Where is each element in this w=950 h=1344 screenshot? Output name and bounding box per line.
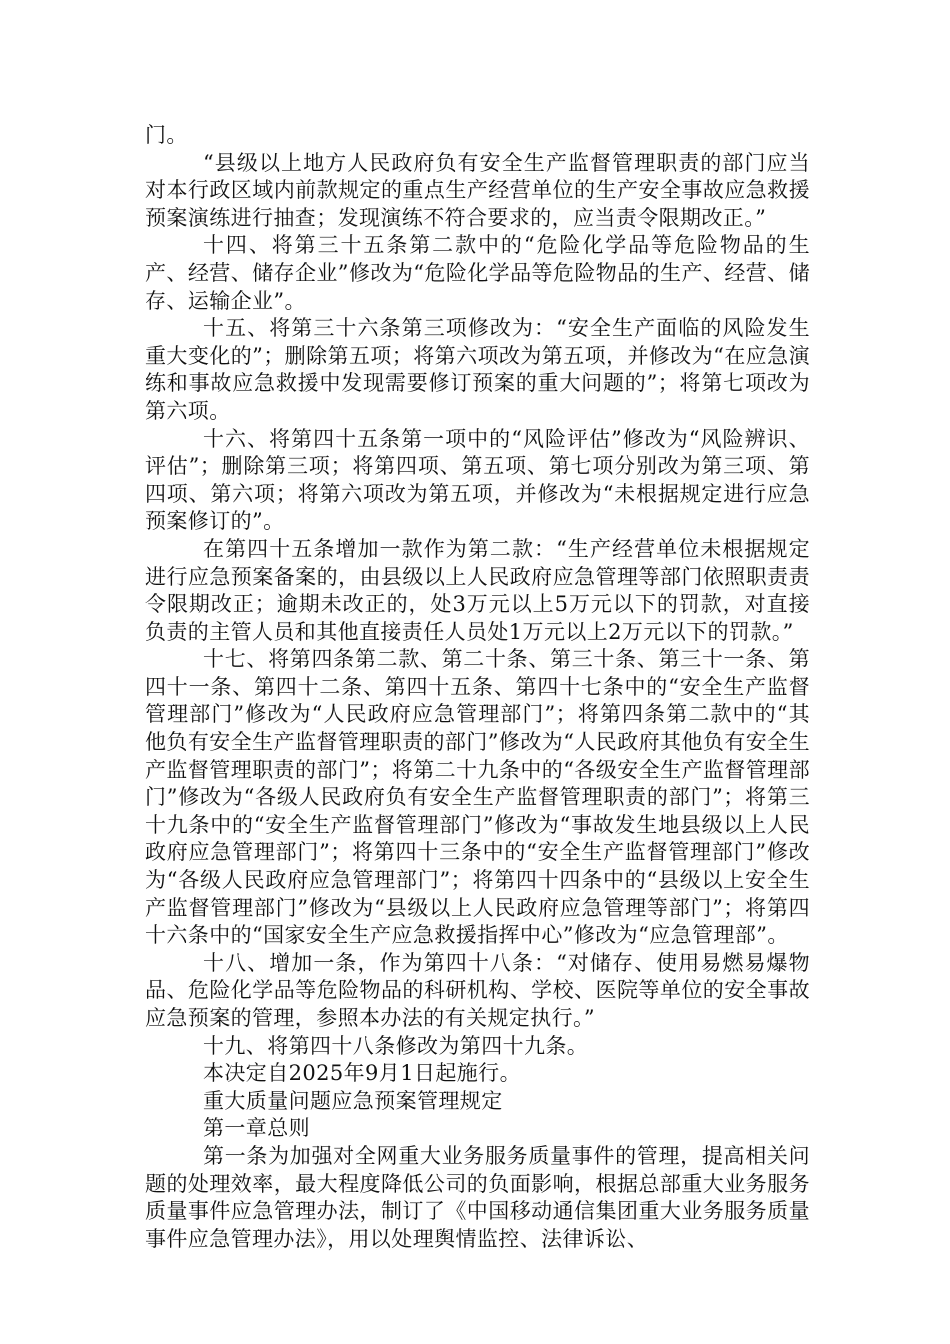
paragraph-article-1: 第一条为加强对全网重大业务服务质量事件的管理，提高相关问题的处理效率，最大程度降低公司的负面影响，根据总部重大业务服务质量事件应急管理办法，制订了《中国移动通信集团重大业务服务质量事件应急管理办法》，用以处理舆情监控、法律诉讼、 <box>145 1143 810 1251</box>
paragraph-continuation: 门。 <box>145 123 188 147</box>
paragraph-regulation-title: 重大质量问题应急预案管理规定 <box>203 1088 503 1113</box>
paragraph-chapter-heading: 第一章总则 <box>203 1116 310 1141</box>
paragraph-item-16: 十六、将第四十五条第一项中的“风险评估”修改为“风险辨识、评估”；删除第三项；将第四项、第五项、第七项分别改为第三项、第四项、第六项；将第六项改为第五项，并修改为“未根据规定进行应急预案修订的”。 <box>145 426 810 534</box>
paragraph-item-14: 十四、将第三十五条第二款中的“危险化学品等危险物品的生产、经营、储存企业”修改为“危险化学品等危险物品的生产、经营、储存、运输企业”。 <box>145 233 810 313</box>
paragraph-item-18: 十八、增加一条，作为第四十八条：“对储存、使用易燃易爆物品、危险化学品等危险物品的科研机构、学校、医院等单位的安全事故应急预案的管理，参照本办法的有关规定执行。” <box>145 950 810 1030</box>
paragraph-item-17: 十七、将第四条第二款、第二十条、第三十条、第三十一条、第四十一条、第四十二条、第四十五条、第四十七条中的“安全生产监督管理部门”修改为“人民政府应急管理部门”；将第四条第二款中的“其他负有安全生产监督管理职责的部门”修改为“人民政府其他负有安全生产监督管理职责的部门”；将第二十九条中的“各级安全生产监督管理部门”修改为“各级人民政府负有安全生产监督管理职责的部门”；将第三十九条中的“安全生产监督管理部门”修改为“事故发生地县级以上人民政府应急管理部门”；将第四十三条中的“安全生产监督管理部门”修改为“各级人民政府应急管理部门”；将第四十四条中的“县级以上安全生产监督管理部门”修改为“县级以上人民政府应急管理等部门”；将第四十六条中的“国家安全生产应急救援指挥中心”修改为“应急管理部”。 <box>145 647 810 948</box>
paragraph-item-19: 十九、将第四十八条修改为第四十九条。 <box>203 1033 589 1058</box>
paragraph-quote-inspection: “县级以上地方人民政府负有安全生产监督管理职责的部门应当对本行政区域内前款规定的重点生产经营单位的生产安全事故应急救援预案演练进行抽查；发现演练不符合要求的，应当责令限期改正。” <box>145 150 810 230</box>
paragraph-article-45-addition: 在第四十五条增加一款作为第二款：“生产经营单位未根据规定进行应急预案备案的，由县级以上人民政府应急管理等部门依照职责责令限期改正；逾期未改正的，处3万元以上5万元以下的罚款，对直接负责的主管人员和其他直接责任人员处1万元以上2万元以下的罚款。” <box>145 536 810 644</box>
document-body <box>145 122 810 1253</box>
paragraph-effective-date: 本决定自2025年9月1日起施行。 <box>203 1061 521 1086</box>
paragraph-item-15: 十五、将第三十六条第三项修改为：“安全生产面临的风险发生重大变化的”；删除第五项；将第六项改为第五项，并修改为“在应急演练和事故应急救援中发现需要修订预案的重大问题的”；将第七项改为第六项。 <box>145 316 810 423</box>
